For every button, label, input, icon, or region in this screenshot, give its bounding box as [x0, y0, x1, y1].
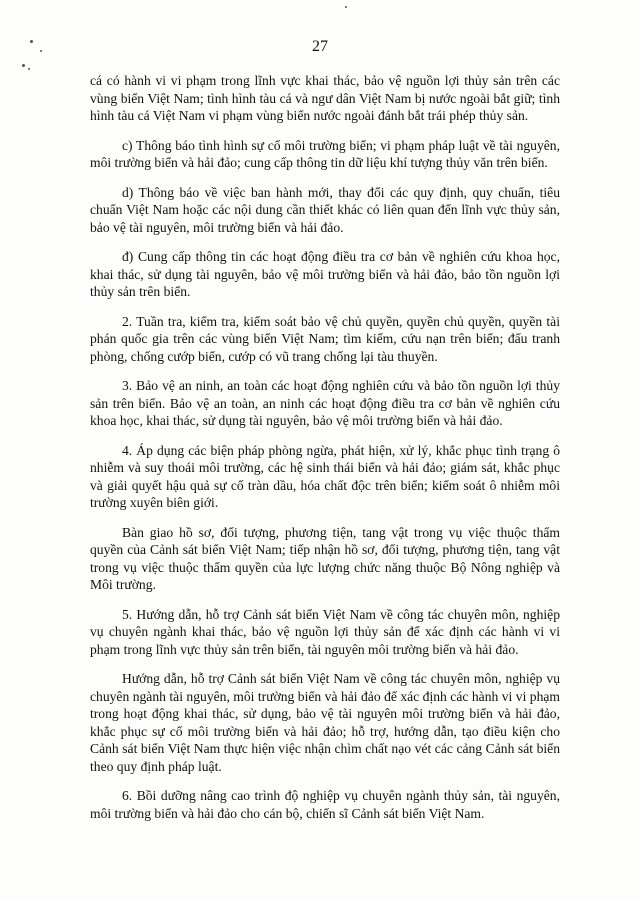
paragraph: cá có hành vi vi phạm trong lĩnh vực khai thác, bảo vệ nguồn lợi thủy sản trên các vùng biển Việt Nam; tình hình tàu cá và ngư dân Việt Nam bị nước ngoài bắt giữ; tình hình tàu cá Việt Nam vi phạm vùng biển nước ngoài đánh bắt trái phép thủy sản.	[90, 73, 560, 123]
paragraph: Bàn giao hồ sơ, đối tượng, phương tiện, tang vật trong vụ việc thuộc thẩm quyền của Cảnh sát biển Việt Nam; tiếp nhận hồ sơ, đối tượng, phương tiện, tang vật trong vụ việc thuộc thẩm quyền của lực lượng chức năng thuộc Bộ Nông nghiệp và Môi trường.	[90, 524, 560, 592]
paragraph: 6. Bồi dưỡng nâng cao trình độ nghiệp vụ chuyên ngành thủy sản, tài nguyên, môi trường biển và hải đảo cho cán bộ, chiến sĩ Cảnh sát biển Việt Nam.	[90, 788, 560, 821]
document-body	[90, 72, 560, 834]
page-number: 27	[312, 38, 328, 55]
paragraph: 2. Tuần tra, kiểm tra, kiểm soát bảo vệ chủ quyền, quyền chủ quyền, quyền tài phán quốc gia trên các vùng biển Việt Nam; tìm kiếm, cứu nạn trên biển; đấu tranh phòng, chống cướp biển, cướp có vũ trang chống lại tàu thuyền.	[90, 313, 560, 364]
scan-speck	[28, 68, 30, 70]
paragraph: c) Thông báo tình hình sự cố môi trường biển; vi phạm pháp luật về tài nguyên, môi trường biển và hải đảo; cung cấp thông tin dữ liệu khí tượng thủy văn trên biển.	[90, 137, 560, 170]
paragraph: đ) Cung cấp thông tin các hoạt động điều tra cơ bản về nghiên cứu khoa học, khai thác, sử dụng tài nguyên, bảo vệ môi trường biển và hải đảo, bảo tồn nguồn lợi thủy sản trên biển.	[90, 249, 560, 299]
scan-speck	[22, 64, 25, 67]
paragraph: Hướng dẫn, hỗ trợ Cảnh sát biển Việt Nam về công tác chuyên môn, nghiệp vụ chuyên ngành tài nguyên, môi trường biển và hải đảo để xác định các hành vi vi phạm trong hoạt động khai thác, sử dụng, bảo vệ tài nguyên môi trường biển và hải đảo, khắc phục sự cố môi trường biển và hải đảo; hỗ trợ, hướng dẫn, tạo điều kiện cho Cảnh sát biển Việt Nam thực hiện việc nhận chìm chất nạo vét các cảng Cảnh sát biển theo quy định pháp luật.	[90, 671, 560, 774]
paragraph: 5. Hướng dẫn, hỗ trợ Cảnh sát biển Việt Nam về công tác chuyên môn, nghiệp vụ chuyên ngành khai thác, bảo vệ nguồn lợi thủy sản để xác định các hành vi vi phạm trong lĩnh vực thủy sản trên biển, tài nguyên môi trường biển và hải đảo.	[90, 606, 560, 657]
paragraph: 3. Bảo vệ an ninh, an toàn các hoạt động nghiên cứu và bảo tồn nguồn lợi thủy sản trên biển. Bảo vệ an toàn, an ninh các hoạt động điều tra cơ bản về nghiên cứu khoa học, khai thác, sử dụng tài nguyên, bảo vệ môi trường biển và hải đảo.	[90, 378, 560, 428]
paragraph: d) Thông báo về việc ban hành mới, thay đổi các quy định, quy chuẩn, tiêu chuẩn Việt Nam hoặc các nội dung cần thiết khác có liên quan đến lĩnh vực thủy sản, bảo vệ tài nguyên, môi trường biển và hải đảo.	[90, 184, 560, 235]
paragraph: 4. Áp dụng các biện pháp phòng ngừa, phát hiện, xử lý, khắc phục tình trạng ô nhiễm và suy thoái môi trường, các hệ sinh thái biển và hải đảo; giám sát, khắc phục và giải quyết hậu quả sự cố tràn dầu, hóa chất độc trên biển; kiểm soát ô nhiễm môi trường xuyên biên giới.	[90, 442, 560, 510]
scan-speck	[345, 6, 347, 8]
